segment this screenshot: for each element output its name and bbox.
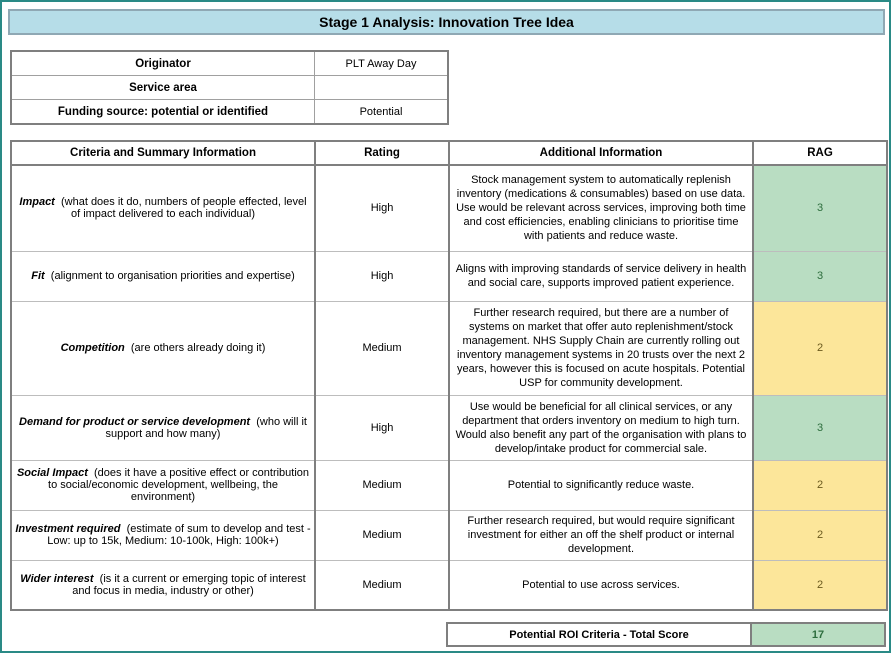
criteria-name: Demand for product or service development [19,415,251,428]
criteria-name: Impact [19,196,55,209]
meta-label: Originator [11,51,315,76]
total-score-label: Potential ROI Criteria - Total Score [447,623,751,646]
criteria-desc: (is it a current or emerging topic of interest and focus in media, industry or other) [72,572,306,597]
header-criteria: Criteria and Summary Information [11,141,315,165]
criteria-desc: (alignment to organisation priorities and expertise) [50,270,295,282]
table-row [11,460,887,510]
table-row [11,251,887,301]
criteria-desc: (what does it do, numbers of people effected, level of impact delivered to each individual) [60,196,307,221]
header-rating: Rating [315,141,449,165]
criteria-name: Investment required [15,523,121,535]
table-row [11,510,887,560]
table-row [11,395,887,460]
rating-cell[interactable]: High [315,165,449,251]
page-title: Stage 1 Analysis: Innovation Tree Idea [8,9,885,35]
meta-value-cell[interactable]: Potential [315,100,449,125]
rag-cell[interactable]: 2 [753,460,887,510]
rating-cell[interactable]: Medium [315,301,449,395]
criteria-name: Fit [31,270,45,282]
rating-cell[interactable]: High [315,395,449,460]
criteria-table [10,140,888,611]
info-cell[interactable]: Use would be beneficial for all clinical services, or any department that orders inventory on medium to high turn. Would also benefit any part of the organisation with plans to develop/intake product for commercial sale. [449,395,753,460]
meta-label: Service area [11,76,315,100]
criteria-desc: (are others already doing it) [130,342,266,354]
rating-cell[interactable]: Medium [315,510,449,560]
criteria-name: Wider interest [20,572,94,585]
rag-cell[interactable]: 3 [753,165,887,251]
criteria-name: Social Impact [16,467,88,479]
table-row [11,165,887,251]
info-cell[interactable]: Potential to significantly reduce waste. [449,460,753,510]
criteria-cell[interactable] [11,165,315,251]
header-additional-info: Additional Information [449,141,753,165]
rag-cell[interactable]: 2 [753,510,887,560]
rag-cell[interactable]: 2 [753,301,887,395]
meta-row-service-area [11,76,448,100]
rating-cell[interactable]: High [315,251,449,301]
info-cell[interactable]: Potential to use across services. [449,560,753,610]
info-cell[interactable]: Aligns with improving standards of service delivery in health and social care, supports improved patient experience. [449,251,753,301]
rag-cell[interactable]: 3 [753,251,887,301]
meta-row-funding-source [11,100,448,125]
criteria-name: Competition [60,342,125,354]
meta-value-cell[interactable]: PLT Away Day [315,51,449,76]
rating-cell[interactable]: Medium [315,560,449,610]
criteria-cell[interactable] [11,301,315,395]
table-row [11,301,887,395]
criteria-cell[interactable] [11,560,315,610]
criteria-desc: (does it have a positive effect or contribution to social/economic development, wellbeing, the environment) [48,467,310,503]
total-score-value[interactable]: 17 [751,623,885,646]
meta-row-originator [11,51,448,76]
header-rag: RAG [753,141,887,165]
criteria-cell[interactable] [11,510,315,560]
meta-value-cell[interactable] [315,76,449,100]
header-row [11,141,887,165]
criteria-cell[interactable] [11,395,315,460]
meta-table [10,50,449,125]
meta-label: Funding source: potential or identified [11,100,315,125]
info-cell[interactable]: Further research required, but there are a number of systems on market that offer auto replenishment/stock management. NHS Supply Chain are currently rolling out inventory management systems in 20 trusts over the next 2 years, however this is focused on acute hospitals. Potential USP for community development. [449,301,753,395]
rag-cell[interactable]: 3 [753,395,887,460]
info-cell[interactable]: Stock management system to automatically replenish inventory (medications & consumables) based on use data. Use would be relevant across services, improving both time and cost efficiencies, enabling clinicians to prioritise time with patients and reduce waste. [449,165,753,251]
total-row [447,623,885,646]
rag-cell[interactable]: 2 [753,560,887,610]
rating-cell[interactable]: Medium [315,460,449,510]
total-score-table [446,622,886,647]
criteria-cell[interactable] [11,251,315,301]
criteria-desc: (who will it support and how many) [105,415,307,440]
info-cell[interactable]: Further research required, but would require significant investment for either an off the shelf product or internal development. [449,510,753,560]
table-row [11,560,887,610]
criteria-desc: (estimate of sum to develop and test - Low: up to 15k, Medium: 10-100k, High: 100k+) [47,523,311,547]
criteria-cell[interactable] [11,460,315,510]
